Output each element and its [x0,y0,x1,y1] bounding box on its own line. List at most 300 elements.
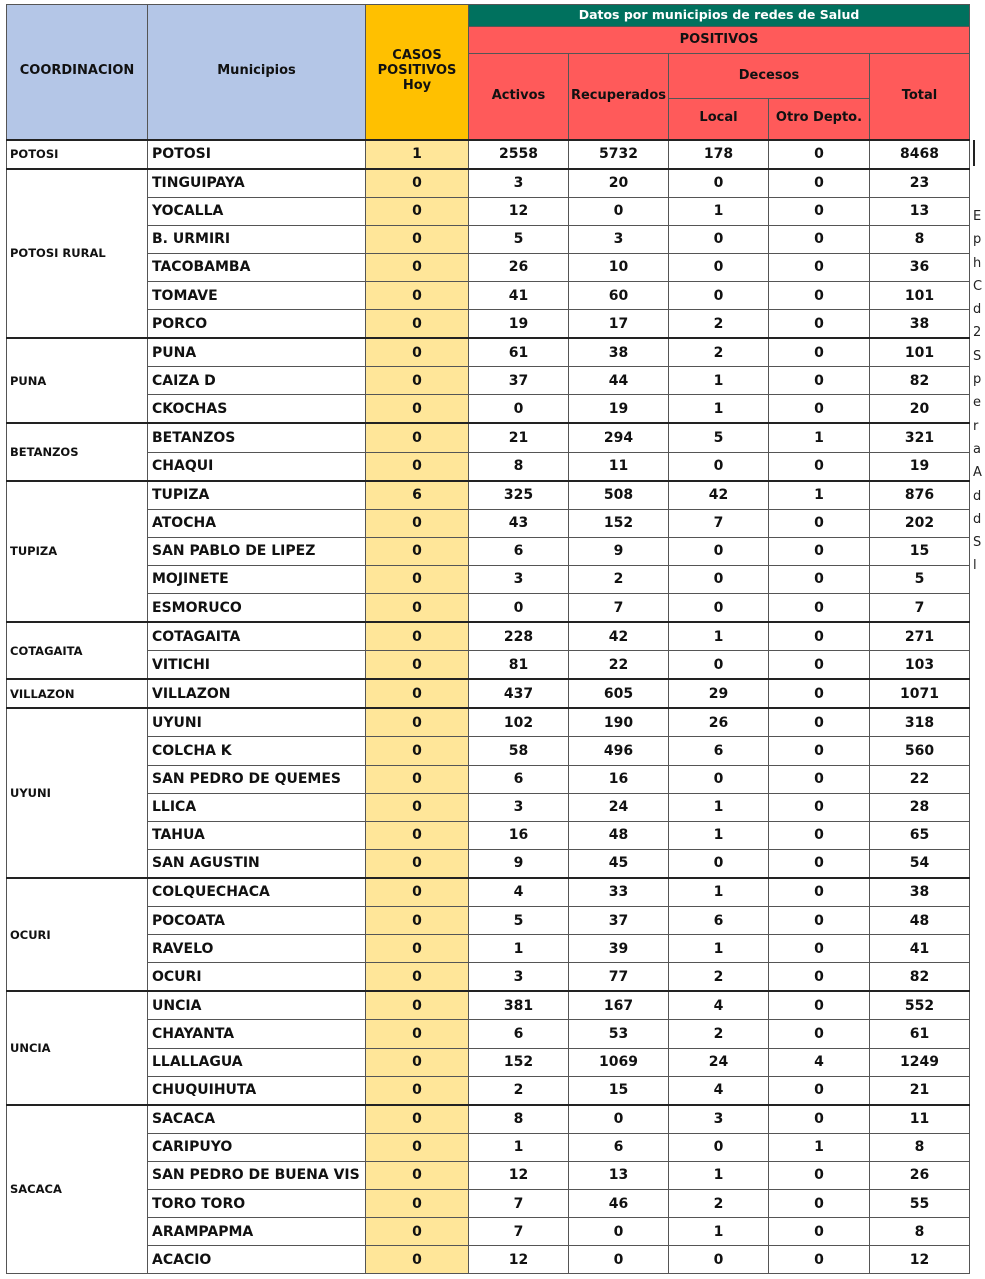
activos-cell: 102 [469,708,569,737]
casos-hoy-cell: 0 [366,565,469,593]
header-casos-hoy: CASOS POSITIVOS Hoy [366,5,469,140]
municipio-cell: COLCHA K [148,737,366,765]
decesos-local-cell: 2 [669,310,769,339]
decesos-local-cell: 1 [669,935,769,963]
coordinacion-cell: OCURI [7,878,148,991]
header-recuperados: Recuperados [569,54,669,140]
municipio-cell: RAVELO [148,935,366,963]
coordinacion-cell: POTOSI [7,140,148,169]
casos-hoy-cell: 0 [366,963,469,992]
activos-cell: 6 [469,537,569,565]
decesos-local-cell: 0 [669,452,769,481]
casos-hoy-cell: 0 [366,821,469,849]
decesos-otro-cell: 0 [769,1189,870,1217]
table-row [7,253,970,281]
activos-cell: 12 [469,197,569,225]
recuperados-cell: 44 [569,367,669,395]
side-fragment: S [973,348,982,364]
decesos-local-cell: 2 [669,963,769,992]
recuperados-cell: 53 [569,1020,669,1048]
municipio-cell: LLICA [148,793,366,821]
total-cell: 19 [870,452,970,481]
data-sheet [6,4,970,1274]
municipio-cell: ACACIO [148,1246,366,1274]
casos-hoy-cell: 0 [366,281,469,309]
municipio-cell: ARAMPAPMA [148,1218,366,1246]
side-fragment: d [973,302,982,318]
table-row [7,395,970,424]
activos-cell: 152 [469,1048,569,1076]
total-cell: 1071 [870,679,970,708]
decesos-local-cell: 1 [669,793,769,821]
table-row [7,1218,970,1246]
recuperados-cell: 39 [569,935,669,963]
casos-hoy-cell: 0 [366,849,469,878]
decesos-local-cell: 0 [669,651,769,680]
recuperados-cell: 37 [569,907,669,935]
casos-hoy-cell: 0 [366,537,469,565]
municipio-cell: COTAGAITA [148,622,366,651]
table-row [7,963,970,992]
casos-hoy-cell: 0 [366,708,469,737]
activos-cell: 6 [469,765,569,793]
table-row [7,1105,970,1134]
decesos-local-cell: 0 [669,594,769,623]
total-cell: 22 [870,765,970,793]
table-row [7,907,970,935]
casos-hoy-cell: 0 [366,225,469,253]
side-fragment: a [973,441,981,457]
total-cell: 101 [870,281,970,309]
decesos-local-cell: 7 [669,509,769,537]
table-row [7,1189,970,1217]
activos-cell: 437 [469,679,569,708]
activos-cell: 5 [469,225,569,253]
recuperados-cell: 13 [569,1161,669,1189]
activos-cell: 37 [469,367,569,395]
recuperados-cell: 19 [569,395,669,424]
activos-cell: 81 [469,651,569,680]
recuperados-cell: 152 [569,509,669,537]
decesos-otro-cell: 0 [769,537,870,565]
decesos-otro-cell: 0 [769,452,870,481]
total-cell: 38 [870,310,970,339]
decesos-otro-cell: 0 [769,395,870,424]
header-otro-depto: Otro Depto. [769,99,870,140]
recuperados-cell: 48 [569,821,669,849]
table-row [7,651,970,680]
decesos-otro-cell: 0 [769,793,870,821]
table-row [7,622,970,651]
header-datos-title: Datos por municipios de redes de Salud [469,5,970,27]
casos-hoy-cell: 0 [366,1161,469,1189]
recuperados-cell: 294 [569,423,669,452]
casos-hoy-cell: 0 [366,651,469,680]
table-row [7,565,970,593]
decesos-local-cell: 178 [669,140,769,169]
table-row [7,708,970,737]
casos-hoy-cell: 0 [366,793,469,821]
municipio-cell: TUPIZA [148,481,366,510]
total-cell: 552 [870,991,970,1020]
municipio-cell: TORO TORO [148,1189,366,1217]
total-cell: 15 [870,537,970,565]
activos-cell: 381 [469,991,569,1020]
recuperados-cell: 508 [569,481,669,510]
decesos-otro-cell: 0 [769,509,870,537]
decesos-otro-cell: 1 [769,1133,870,1161]
decesos-otro-cell: 0 [769,338,870,367]
total-cell: 876 [870,481,970,510]
casos-hoy-cell: 0 [366,1218,469,1246]
coordinacion-cell: UYUNI [7,708,148,878]
municipio-cell: POTOSI [148,140,366,169]
decesos-local-cell: 0 [669,281,769,309]
decesos-otro-cell: 0 [769,622,870,651]
table-row [7,338,970,367]
total-cell: 103 [870,651,970,680]
side-fragment: d [973,488,982,504]
side-fragment: r [973,418,979,434]
activos-cell: 61 [469,338,569,367]
decesos-local-cell: 26 [669,708,769,737]
activos-cell: 16 [469,821,569,849]
recuperados-cell: 9 [569,537,669,565]
activos-cell: 7 [469,1218,569,1246]
table-row [7,737,970,765]
decesos-local-cell: 0 [669,1133,769,1161]
casos-hoy-cell: 0 [366,1189,469,1217]
casos-hoy-cell: 1 [366,140,469,169]
casos-hoy-cell: 0 [366,509,469,537]
recuperados-cell: 605 [569,679,669,708]
decesos-local-cell: 0 [669,565,769,593]
decesos-otro-cell: 0 [769,1246,870,1274]
casos-hoy-cell: 0 [366,1105,469,1134]
coordinacion-cell: UNCIA [7,991,148,1104]
coordinacion-cell: COTAGAITA [7,622,148,679]
table-row [7,423,970,452]
coordinacion-cell: PUNA [7,338,148,423]
decesos-local-cell: 29 [669,679,769,708]
casos-hoy-cell: 0 [366,1020,469,1048]
casos-hoy-cell: 0 [366,197,469,225]
activos-cell: 0 [469,395,569,424]
municipio-cell: TAHUA [148,821,366,849]
recuperados-cell: 17 [569,310,669,339]
activos-cell: 325 [469,481,569,510]
header-local: Local [669,99,769,140]
municipio-cell: COLQUECHACA [148,878,366,907]
municipio-cell: MOJINETE [148,565,366,593]
total-cell: 101 [870,338,970,367]
total-cell: 202 [870,509,970,537]
municipio-cell: SAN PEDRO DE QUEMES [148,765,366,793]
decesos-otro-cell: 1 [769,481,870,510]
total-cell: 8468 [870,140,970,169]
activos-cell: 3 [469,963,569,992]
recuperados-cell: 167 [569,991,669,1020]
recuperados-cell: 46 [569,1189,669,1217]
side-fragment: h [973,255,982,271]
recuperados-cell: 7 [569,594,669,623]
recuperados-cell: 20 [569,169,669,198]
table-row [7,310,970,339]
side-fragment: p [973,372,982,388]
decesos-otro-cell: 0 [769,991,870,1020]
decesos-local-cell: 24 [669,1048,769,1076]
recuperados-cell: 33 [569,878,669,907]
table-row [7,878,970,907]
recuperados-cell: 45 [569,849,669,878]
total-cell: 318 [870,708,970,737]
decesos-local-cell: 1 [669,1161,769,1189]
decesos-otro-cell: 0 [769,708,870,737]
activos-cell: 5 [469,907,569,935]
casos-hoy-cell: 0 [366,310,469,339]
recuperados-cell: 42 [569,622,669,651]
cut-off-text-column [973,205,985,578]
header-municipios: Municipios [148,5,366,140]
coordinacion-cell: POTOSI RURAL [7,169,148,339]
total-cell: 13 [870,197,970,225]
activos-cell: 1 [469,935,569,963]
recuperados-cell: 0 [569,1218,669,1246]
table-row [7,197,970,225]
side-fragment: C [973,278,983,294]
table-row [7,140,970,169]
decesos-otro-cell: 0 [769,140,870,169]
casos-hoy-cell: 0 [366,907,469,935]
side-fragment: e [973,395,981,411]
municipio-cell: TOMAVE [148,281,366,309]
activos-cell: 6 [469,1020,569,1048]
decesos-local-cell: 2 [669,1189,769,1217]
total-cell: 41 [870,935,970,963]
table-row [7,1048,970,1076]
activos-cell: 8 [469,1105,569,1134]
casos-hoy-cell: 0 [366,338,469,367]
decesos-otro-cell: 0 [769,907,870,935]
municipio-cell: SAN PEDRO DE BUENA VIS [148,1161,366,1189]
activos-cell: 7 [469,1189,569,1217]
total-cell: 23 [870,169,970,198]
total-cell: 36 [870,253,970,281]
total-cell: 55 [870,1189,970,1217]
municipio-cell: UNCIA [148,991,366,1020]
table-row [7,1020,970,1048]
edge-border [973,140,975,166]
municipio-cell: TINGUIPAYA [148,169,366,198]
decesos-otro-cell: 0 [769,679,870,708]
casos-hoy-cell: 0 [366,452,469,481]
decesos-local-cell: 0 [669,225,769,253]
recuperados-cell: 3 [569,225,669,253]
activos-cell: 1 [469,1133,569,1161]
activos-cell: 26 [469,253,569,281]
activos-cell: 8 [469,452,569,481]
casos-hoy-cell: 0 [366,367,469,395]
municipio-cell: CHAQUI [148,452,366,481]
casos-hoy-cell: 0 [366,679,469,708]
header-positivos: POSITIVOS [469,27,970,54]
municipio-cell: CKOCHAS [148,395,366,424]
total-cell: 28 [870,793,970,821]
activos-cell: 4 [469,878,569,907]
table-row [7,1076,970,1105]
decesos-local-cell: 4 [669,991,769,1020]
recuperados-cell: 60 [569,281,669,309]
municipio-cell: PUNA [148,338,366,367]
decesos-local-cell: 1 [669,395,769,424]
side-fragment: 2 [973,325,982,341]
municipio-cell: VILLAZON [148,679,366,708]
header-coordinacion: COORDINACION [7,5,148,140]
total-cell: 560 [870,737,970,765]
decesos-otro-cell: 0 [769,253,870,281]
header-total: Total [870,54,970,140]
decesos-local-cell: 0 [669,537,769,565]
total-cell: 65 [870,821,970,849]
recuperados-cell: 77 [569,963,669,992]
table-row [7,225,970,253]
side-fragment: d [973,511,982,527]
municipio-cell: OCURI [148,963,366,992]
header-decesos: Decesos [669,54,870,99]
header-activos: Activos [469,54,569,140]
activos-cell: 2 [469,1076,569,1105]
decesos-local-cell: 0 [669,849,769,878]
decesos-otro-cell: 0 [769,169,870,198]
activos-cell: 43 [469,509,569,537]
decesos-otro-cell: 1 [769,423,870,452]
total-cell: 61 [870,1020,970,1048]
decesos-otro-cell: 0 [769,1161,870,1189]
decesos-otro-cell: 4 [769,1048,870,1076]
table-row [7,1246,970,1274]
casos-hoy-cell: 0 [366,878,469,907]
decesos-local-cell: 1 [669,821,769,849]
municipio-cell: VITICHI [148,651,366,680]
table-row [7,849,970,878]
casos-hoy-cell: 0 [366,1076,469,1105]
table-row [7,594,970,623]
total-cell: 20 [870,395,970,424]
total-cell: 11 [870,1105,970,1134]
total-cell: 12 [870,1246,970,1274]
decesos-otro-cell: 0 [769,935,870,963]
decesos-otro-cell: 0 [769,1105,870,1134]
decesos-otro-cell: 0 [769,197,870,225]
recuperados-cell: 2 [569,565,669,593]
municipio-cell: SACACA [148,1105,366,1134]
coordinacion-cell: TUPIZA [7,481,148,622]
municipio-cell: CHUQUIHUTA [148,1076,366,1105]
municipio-cell: LLALLAGUA [148,1048,366,1076]
total-cell: 26 [870,1161,970,1189]
total-cell: 271 [870,622,970,651]
casos-hoy-cell: 0 [366,423,469,452]
municipio-cell: TACOBAMBA [148,253,366,281]
casos-hoy-cell: 0 [366,594,469,623]
activos-cell: 12 [469,1246,569,1274]
total-cell: 1249 [870,1048,970,1076]
casos-hoy-cell: 0 [366,1246,469,1274]
decesos-otro-cell: 0 [769,765,870,793]
total-cell: 82 [870,367,970,395]
activos-cell: 3 [469,793,569,821]
municipio-cell: CHAYANTA [148,1020,366,1048]
municipio-cell: B. URMIRI [148,225,366,253]
decesos-local-cell: 0 [669,169,769,198]
decesos-otro-cell: 0 [769,594,870,623]
activos-cell: 9 [469,849,569,878]
recuperados-cell: 0 [569,197,669,225]
decesos-local-cell: 4 [669,1076,769,1105]
decesos-local-cell: 2 [669,338,769,367]
decesos-otro-cell: 0 [769,849,870,878]
municipio-cell: CAIZA D [148,367,366,395]
activos-cell: 0 [469,594,569,623]
decesos-otro-cell: 0 [769,565,870,593]
decesos-otro-cell: 0 [769,310,870,339]
recuperados-cell: 15 [569,1076,669,1105]
decesos-otro-cell: 0 [769,1218,870,1246]
coordinacion-cell: SACACA [7,1105,148,1274]
municipio-cell: SAN AGUSTIN [148,849,366,878]
decesos-local-cell: 5 [669,423,769,452]
table-row [7,1161,970,1189]
decesos-otro-cell: 0 [769,651,870,680]
decesos-local-cell: 0 [669,253,769,281]
casos-hoy-cell: 0 [366,169,469,198]
casos-hoy-cell: 0 [366,395,469,424]
municipio-cell: SAN PABLO DE LIPEZ [148,537,366,565]
table-row [7,281,970,309]
municipio-cell: POCOATA [148,907,366,935]
decesos-local-cell: 1 [669,367,769,395]
municipio-cell: UYUNI [148,708,366,737]
decesos-local-cell: 6 [669,907,769,935]
side-fragment: A [973,465,982,481]
recuperados-cell: 16 [569,765,669,793]
recuperados-cell: 190 [569,708,669,737]
recuperados-cell: 0 [569,1105,669,1134]
side-fragment: p [973,232,982,248]
recuperados-cell: 24 [569,793,669,821]
side-fragment: l [973,558,977,574]
activos-cell: 3 [469,565,569,593]
decesos-otro-cell: 0 [769,821,870,849]
decesos-otro-cell: 0 [769,1076,870,1105]
total-cell: 82 [870,963,970,992]
casos-hoy-cell: 6 [366,481,469,510]
decesos-local-cell: 42 [669,481,769,510]
municipio-cell: ESMORUCO [148,594,366,623]
decesos-otro-cell: 0 [769,737,870,765]
decesos-otro-cell: 0 [769,1020,870,1048]
total-cell: 48 [870,907,970,935]
casos-hoy-cell: 0 [366,991,469,1020]
recuperados-cell: 496 [569,737,669,765]
casos-hoy-cell: 0 [366,622,469,651]
municipio-cell: PORCO [148,310,366,339]
activos-cell: 21 [469,423,569,452]
decesos-local-cell: 1 [669,878,769,907]
coordinacion-cell: VILLAZON [7,679,148,708]
total-cell: 5 [870,565,970,593]
municipio-cell: CARIPUYO [148,1133,366,1161]
